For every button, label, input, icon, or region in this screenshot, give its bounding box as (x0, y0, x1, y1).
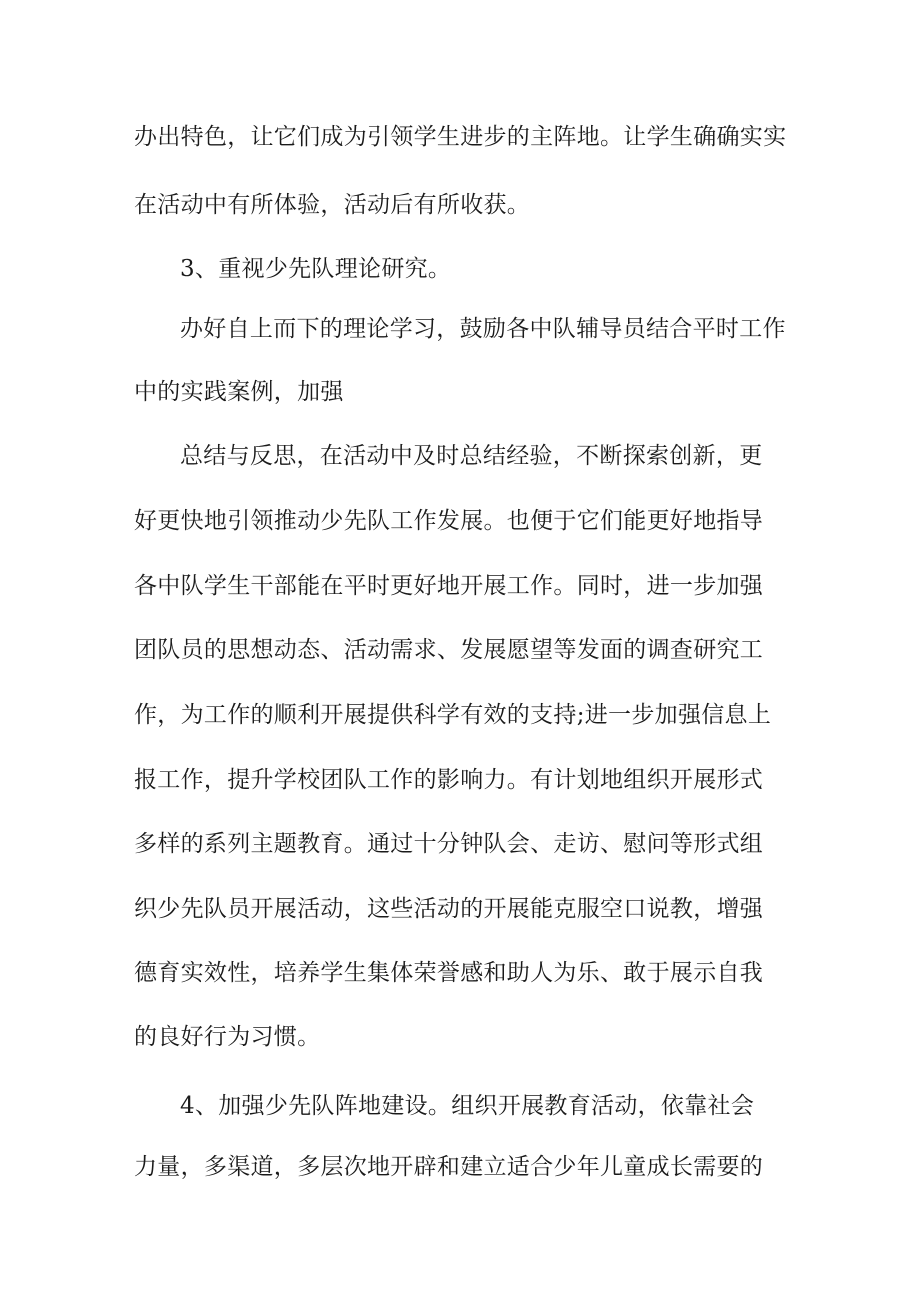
section-heading: 4、加强少先队阵地建设。组织开展教育活动，依靠社会 (180, 1093, 755, 1119)
text-line: 好更快地引领推动少先队工作发展。也便于它们能更好地指导 (134, 508, 764, 534)
text-line: 办出特色，让它们成为引领学生进步的主阵地。让学生确确实实 (134, 124, 787, 150)
text-line: 织少先队员开展活动，这些活动的开展能克服空口说教，增强 (134, 896, 764, 922)
text-line: 在活动中有所体验，活动后有所收获。 (134, 192, 531, 218)
text-line: 力量，多渠道，多层次地开辟和建立适合少年儿童成长需要的 (134, 1154, 764, 1180)
section-heading: 3、重视少先队理论研究。 (180, 256, 452, 282)
text-line: 多样的系列主题教育。通过十分钟队会、走访、慰问等形式组 (134, 831, 764, 857)
text-line: 各中队学生干部能在平时更好地开展工作。同时，进一步加强 (134, 573, 764, 599)
text-line: 报工作，提升学校团队工作的影响力。有计划地组织开展形式 (134, 767, 764, 793)
text-line: 办好自上而下的理论学习，鼓励各中队辅导员结合平时工作 (180, 316, 786, 342)
text-line: 中的实践案例，加强 (134, 379, 344, 405)
text-line: 团队员的思想动态、活动需求、发展愿望等发面的调查研究工 (134, 637, 764, 663)
text-line: 总结与反思，在活动中及时总结经验，不断探索创新，更 (180, 443, 763, 469)
text-line: 的良好行为习惯。 (134, 1024, 321, 1050)
text-line: 作，为工作的顺利开展提供科学有效的支持;进一步加强信息上 (134, 702, 772, 728)
text-line: 德育实效性，培养学生集体荣誉感和助人为乐、敢于展示自我 (134, 960, 764, 986)
